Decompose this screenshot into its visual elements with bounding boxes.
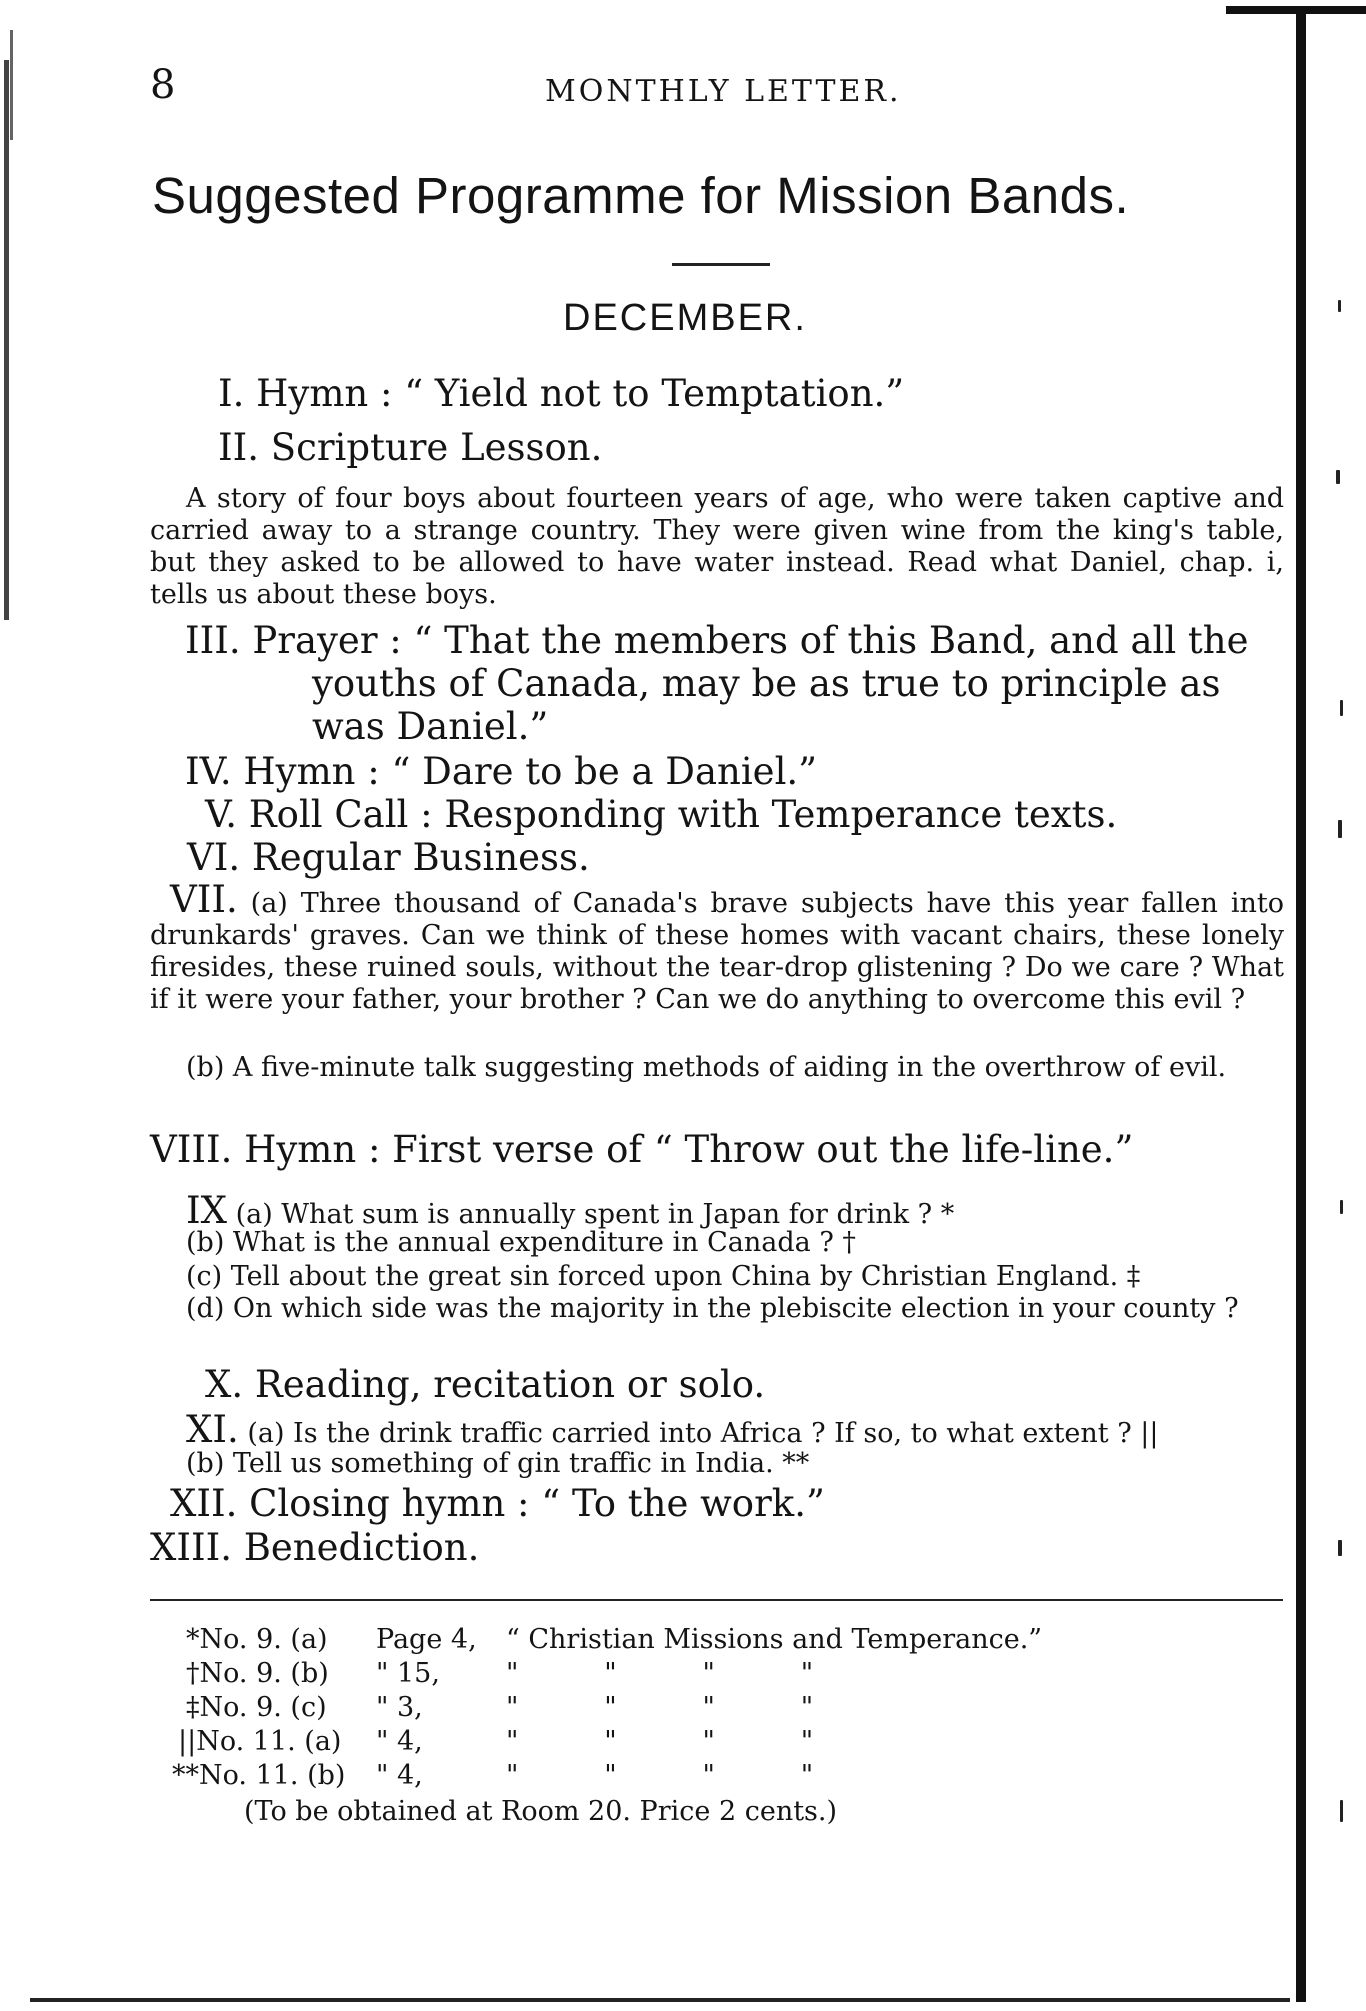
- scan-speck: [1340, 700, 1343, 716]
- item-ii-text: Scripture Lesson.: [270, 426, 603, 469]
- item-i: [218, 372, 904, 415]
- footnote-page: " 4,: [376, 1760, 423, 1791]
- item-i-text: Hymn : “ Yield not to Temptation.”: [256, 372, 905, 415]
- binding-edge-right: [1296, 10, 1306, 2002]
- footnote-mark: *No. 9. (a): [186, 1624, 328, 1655]
- binding-edge-top: [1226, 6, 1366, 14]
- item-x-text: Reading, recitation or solo.: [254, 1363, 766, 1406]
- item-xi-a-text: (a) Is the drink traffic carried into Africa ? If so, to what extent ? ||: [247, 1418, 1159, 1449]
- footnote-mark: †No. 9. (b): [186, 1658, 329, 1689]
- item-iii-line3: was Daniel.”: [312, 705, 549, 748]
- footnote-source: " " " ": [506, 1726, 814, 1757]
- page-number: 8: [150, 62, 176, 108]
- footnote-mark: ‡No. 9. (c): [186, 1692, 327, 1723]
- item-xiii-text: Benediction.: [243, 1526, 480, 1569]
- binding-edge-left-inner: [10, 30, 13, 140]
- item-xi-number: XI.: [186, 1408, 239, 1451]
- item-ix-a-text: (a) What sum is annually spent in Japan for drink ? *: [235, 1199, 955, 1230]
- item-vi: [187, 836, 590, 879]
- footnote-row: [186, 1692, 813, 1723]
- footnote-row: [178, 1726, 813, 1757]
- scan-speck: [1338, 820, 1342, 838]
- item-x: [205, 1363, 765, 1406]
- footnote-page: " 3,: [376, 1692, 423, 1723]
- item-vi-number: VI.: [187, 836, 241, 879]
- item-ii-description: A story of four boys about fourteen years of age, who were taken captive and carried away to a strange country. They were given wine from the king's table, but they asked to be allowed to have water instead. Read what Daniel, chap. i, tells us about these boys.: [150, 483, 1284, 610]
- scan-speck: [1340, 1200, 1343, 1214]
- item-ix-d: (d) On which side was the majority in the plebiscite election in your county ?: [186, 1293, 1239, 1324]
- footnote-source: “ Christian Missions and Temperance.”: [506, 1624, 1043, 1655]
- item-iv-number: IV.: [185, 750, 232, 793]
- item-iii-text: Prayer : “ That the members of this Band, and all the: [252, 619, 1249, 662]
- month-heading: DECEMBER.: [563, 297, 807, 339]
- item-iv: [185, 750, 817, 793]
- footnote-row: [172, 1760, 813, 1791]
- item-iv-text: Hymn : “ Dare to be a Daniel.”: [243, 750, 818, 793]
- item-iii-line2: youths of Canada, may be as true to principle as: [312, 662, 1221, 705]
- footnote-source: " " " ": [506, 1658, 814, 1689]
- scan-speck: [1338, 300, 1341, 312]
- page-title: Suggested Programme for Mission Bands.: [152, 167, 1130, 224]
- footnote-mark: ||No. 11. (a): [178, 1726, 342, 1757]
- item-vii-number: VII.: [170, 878, 238, 921]
- item-ix-c: (c) Tell about the great sin forced upon China by Christian England. ‡: [186, 1261, 1141, 1292]
- item-ii-number: II.: [218, 426, 259, 469]
- scan-edge-bottom: [30, 1998, 1290, 2002]
- title-divider: [672, 263, 770, 266]
- item-ix-number: IX: [186, 1189, 227, 1232]
- scan-speck: [1336, 470, 1340, 484]
- item-ix-a: [186, 1189, 954, 1232]
- item-xi-a: [186, 1408, 1158, 1451]
- item-vii-a: [150, 878, 1284, 1016]
- footnote-page: " 15,: [376, 1658, 440, 1689]
- footnote-availability: (To be obtained at Room 20. Price 2 cents.): [244, 1796, 838, 1827]
- item-iii: [185, 619, 1249, 662]
- scan-speck: [1338, 1540, 1342, 1556]
- item-xii-text: Closing hymn : “ To the work.”: [249, 1482, 825, 1525]
- item-viii-text: Hymn : First verse of “ Throw out the life-line.”: [244, 1128, 1134, 1171]
- footnote-page: " 4,: [376, 1726, 423, 1757]
- item-x-number: X.: [205, 1363, 244, 1406]
- item-xii-number: XII.: [170, 1482, 238, 1525]
- item-ii: [218, 426, 602, 469]
- footnote-source: " " " ": [506, 1692, 814, 1723]
- item-v: [205, 793, 1117, 836]
- footnote-source: " " " ": [506, 1760, 814, 1791]
- item-viii-number: VIII.: [150, 1128, 233, 1171]
- footnote-separator: [150, 1599, 1283, 1601]
- item-v-number: V.: [205, 793, 238, 836]
- item-iii-number: III.: [185, 619, 241, 662]
- footnote-row: [186, 1658, 813, 1689]
- item-ix-b: (b) What is the annual expenditure in Canada ? †: [186, 1227, 856, 1258]
- footnote-row: [186, 1624, 1042, 1655]
- footnote-page: Page 4,: [376, 1624, 477, 1655]
- footnote-mark: **No. 11. (b): [172, 1760, 346, 1791]
- item-i-number: I.: [218, 372, 245, 415]
- item-viii: [150, 1128, 1133, 1171]
- binding-edge-left: [4, 60, 9, 620]
- item-xii: [170, 1482, 825, 1525]
- item-xiii-number: XIII.: [150, 1526, 232, 1569]
- item-v-text: Roll Call : Responding with Temperance texts.: [248, 793, 1118, 836]
- item-xi-b: (b) Tell us something of gin traffic in India. **: [186, 1448, 810, 1479]
- item-vii-b: (b) A five-minute talk suggesting methods of aiding in the overthrow of evil.: [186, 1052, 1227, 1083]
- running-head: MONTHLY LETTER.: [545, 74, 902, 109]
- item-vi-text: Regular Business.: [251, 836, 590, 879]
- scan-speck: [1340, 1800, 1343, 1822]
- item-xiii: [150, 1526, 479, 1569]
- item-vii-a-text: (a) Three thousand of Canada's brave subjects have this year fallen into drunkards' graves. Can we think of these homes with vacant chairs, these lonely firesides, these ruined souls, without the tear-drop glistening ? Do we care ? What if it were your father, your brother ? Can we do anything to overcome this evil ?: [150, 888, 1284, 1015]
